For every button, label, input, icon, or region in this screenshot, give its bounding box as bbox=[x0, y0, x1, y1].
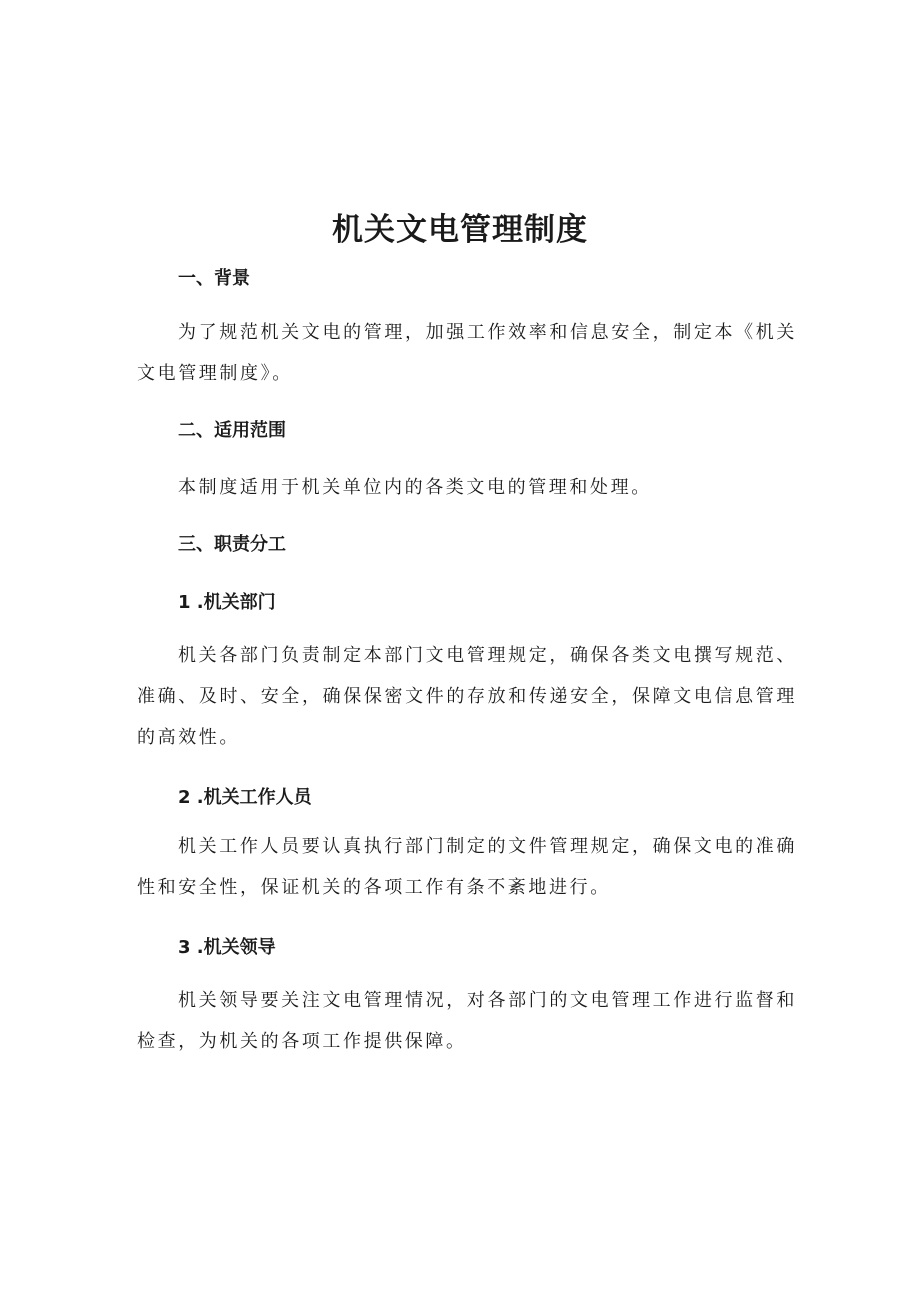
subsection-heading-leadership: 3 .机关领导 bbox=[178, 937, 276, 958]
section-text-background: 为了规范机关文电的管理，加强工作效率和信息安全，制定本《机关文电管理制度》。 bbox=[137, 322, 797, 384]
section-heading-scope: 二、适用范围 bbox=[178, 420, 286, 441]
subsection-text-departments: 机关各部门负责制定本部门文电管理规定，确保各类文电撰写规范、准确、及时、安全，确保保密文件的存放和传递安全，保障文电信息管理的高效性。 bbox=[137, 645, 797, 748]
document-title: 机关文电管理制度 bbox=[332, 212, 588, 248]
subsection-text-staff: 机关工作人员要认真执行部门制定的文件管理规定，确保文电的准确性和安全性，保证机关的各项工作有条不紊地进行。 bbox=[137, 836, 797, 898]
section-heading-background: 一、背景 bbox=[178, 268, 250, 289]
section-text-scope: 本制度适用于机关单位内的各类文电的管理和处理。 bbox=[178, 477, 652, 498]
subsection-heading-departments: 1 .机关部门 bbox=[178, 592, 276, 613]
section-heading-responsibilities: 三、职责分工 bbox=[178, 534, 286, 555]
subsection-heading-staff: 2 .机关工作人员 bbox=[178, 787, 312, 808]
subsection-text-leadership: 机关领导要关注文电管理情况，对各部门的文电管理工作进行监督和检查，为机关的各项工作提供保障。 bbox=[137, 990, 797, 1052]
